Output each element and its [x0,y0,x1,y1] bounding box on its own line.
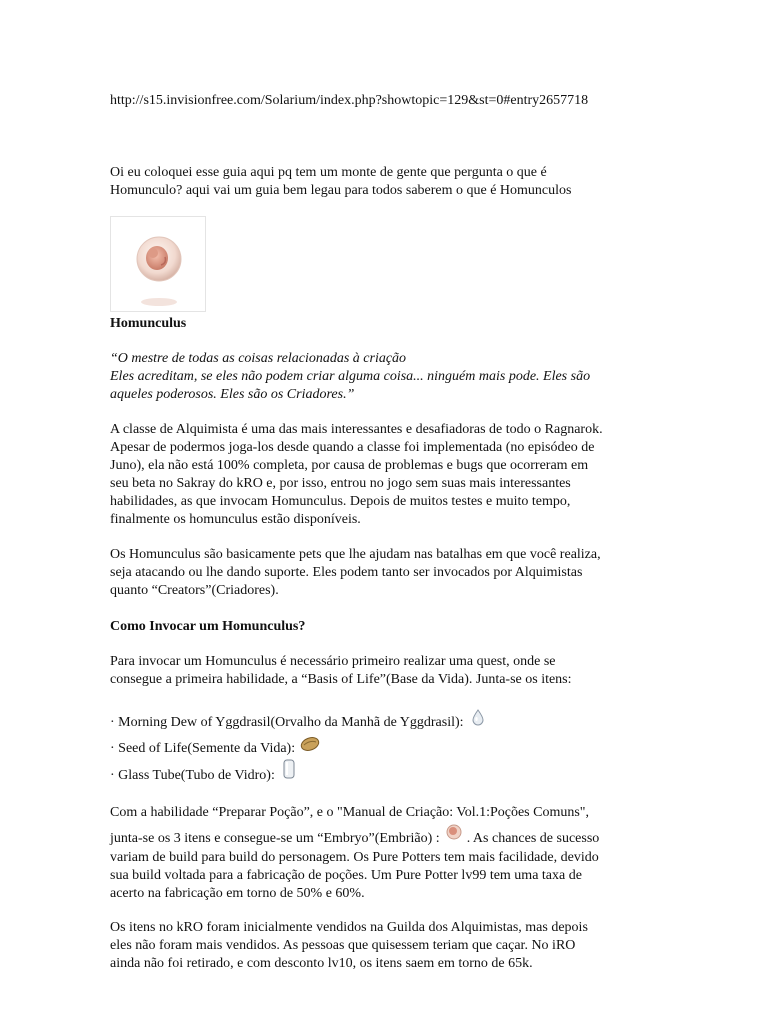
text-line: Os itens no kRO foram inicialmente vendidos na Guilda dos Alquimistas, mas depois [110,920,588,935]
text-line: Homunculo? aqui vai um guia bem legau para todos saberem o que é Homunculos [110,183,572,198]
paragraph-quest [110,653,670,689]
list-item-morning-dew [110,714,485,732]
list-item-label: · Glass Tube(Tubo de Vidro): [110,768,275,783]
intro-paragraph [110,164,670,200]
text-line: seu beta no Sakray do kRO e, por isso, entrou no jogo sem suas mais interessantes [110,476,571,491]
embryo-image [111,217,207,313]
text-line: acerto na fabricação em torno de 50% e 60%. [110,886,365,901]
text-line: “O mestre de todas as coisas relacionadas à criação [110,351,407,366]
dew-drop-icon [471,708,485,726]
text-line: finalmente os homunculus estão disponíveis. [110,512,361,527]
text-line: variam de build para build do personagem. Os Pure Potters tem mais facilidade, devido [110,850,599,865]
text-line: eles não foram mais vendidos. As pessoas que quisessem teriam que caçar. No iRO [110,938,576,953]
text-line: seja atacando ou lhe dando suporte. Eles podem tanto ser invocados por Alquimistas [110,565,583,580]
text-segment: junta-se os 3 itens e consegue-se um “Embryo”(Embrião) : [110,831,440,846]
text-line: Eles acreditam, se eles não podem criar alguma coisa... ninguém mais pode. Eles são [110,369,591,384]
para4-line1: Com a habilidade “Preparar Poção”, e o "Manual de Criação: Vol.1:Poções Comuns", [110,805,590,820]
paragraph-pets [110,546,670,600]
seed-icon [299,736,321,752]
text-line: A classe de Alquimista é uma das mais interessantes e desafiadoras de todo o Ragnarok. [110,422,603,437]
embryo-icon [445,823,463,841]
text-line: quanto “Creators”(Criadores). [110,583,279,598]
glass-tube-icon [282,758,296,780]
text-line: sua build voltada para a fabricação de poções. Um Pure Potter lv99 tem uma taxa de [110,868,582,883]
paragraph-alquimista [110,421,670,529]
text-line: ainda não foi retirado, e com desconto lv10, os itens saem em torno de 65k. [110,956,533,971]
list-item-seed [110,740,321,758]
list-item-label: · Morning Dew of Yggdrasil(Orvalho da Manhã de Yggdrasil): [110,715,464,730]
text-line: Oi eu coloquei esse guia aqui pq tem um monte de gente que pergunta o que é [110,165,547,180]
paragraph-kro-items [110,919,670,973]
text-line: Para invocar um Homunculus é necessário primeiro realizar uma quest, onde se [110,654,556,669]
text-line: habilidades, as que invocam Homunculus. Depois de muitos testes e muito tempo, [110,494,571,509]
paragraph-chances [110,849,670,903]
text-line: consegue a primeira habilidade, a “Basis of Life”(Base da Vida). Junta-se os itens: [110,672,572,687]
source-url[interactable]: http://s15.invisionfree.com/Solarium/index.php?showtopic=129&st=0#entry2657718 [110,93,589,108]
homunculus-embryo-image [110,216,206,312]
section-heading-invocar: Como Invocar um Homunculus? [110,619,306,634]
text-segment: . As chances de sucesso [466,831,600,846]
text-line: Juno), ela não está 100% completa, por causa de problemas e bugs que ocorreram em [110,458,589,473]
list-item-glass-tube [110,767,296,785]
text-line: aqueles poderosos. Eles são os Criadores.” [110,387,355,402]
text-line: Apesar de podermos joga-los desde quando a classe foi implementada (no episódeo de [110,440,595,455]
quote-block [110,350,670,404]
section-heading-homunculus: Homunculus [110,316,187,331]
text-line: Os Homunculus são basicamente pets que lhe ajudam nas batalhas em que você realiza, [110,547,601,562]
para4-line2 [110,830,599,848]
list-item-label: · Seed of Life(Semente da Vida): [110,741,296,756]
